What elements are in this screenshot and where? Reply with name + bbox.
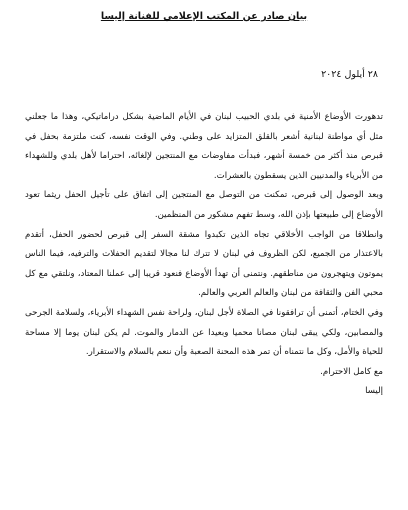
- paragraph-security-situation: تدهورت الأوضاع الأمنية في بلدي الحبيب لبنان في الأيام الماضية بشكل دراماتيكي، وهذا ما جعلني مثل أي مواطنة لبنانية أشعر بالقلق المتزايد على وطني. وفي الوقت نفسه، كنت ملتزمة بحفل في قبرص منذ أكثر من خمسة أشهر، فبدأت مفاوضات مع المنتجين لإلغائه، احتراما لأهل بلدي وللشهداء من الأبرياء والمدنيين الذين يسقطون بالعشرات.: [25, 112, 383, 181]
- signature-name: إليسا: [365, 386, 383, 397]
- closing-regards: مع كامل الاحترام.: [320, 366, 383, 377]
- statement-body: [25, 108, 383, 402]
- paragraph-concert-postponed: وبعد الوصول إلى قبرص، تمكنت من التوصل مع المنتجين إلى اتفاق على تأجيل الحفل ريثما تعود الأوضاع إلى طبيعتها بإذن الله، وسط تفهم مشكور من المنظمين.: [25, 190, 383, 220]
- paragraph-closing-prayer: وفي الختام، أتمنى أن ترافقونا في الصلاة لأجل لبنان، ولراحة نفس الشهداء الأبرياء، ولسلامة الجرحى والمصابين، ولكي يبقى لبنان مصانا محميا وبعيدا عن الدمار والموت. لم يكن لبنان يوما إلا مساحة للحياة والأمل، وكل ما نتمناه أن تمر هذه المحنة الصعبة وأن ننعم بالسلام والاستقرار.: [25, 307, 383, 358]
- paragraph-apology: وانطلاقا من الواجب الأخلاقي تجاه الذين تكبدوا مشقة السفر إلى قبرص لحضور الحفل، أتقدم بالاعتذار من الجميع، لكن الظروف في لبنان لا تترك لنا مجالا لتقديم الحفلات والترفيه، فيما الناس يموتون ويتهجرون من مناطقهم. ونتمنى أن تهدأ الأوضاع فنعود قريبا إلى عملنا المعتاد، ونلتقي مع كل محبي الفن والثقافة من لبنان والعالم العربي والعالم.: [25, 229, 383, 299]
- statement-title: بيان صادر عن المكتب الإعلامي للفنانة إليسا: [100, 11, 308, 22]
- statement-date: ٢٨ أيلول ٢٠٢٤: [321, 69, 378, 80]
